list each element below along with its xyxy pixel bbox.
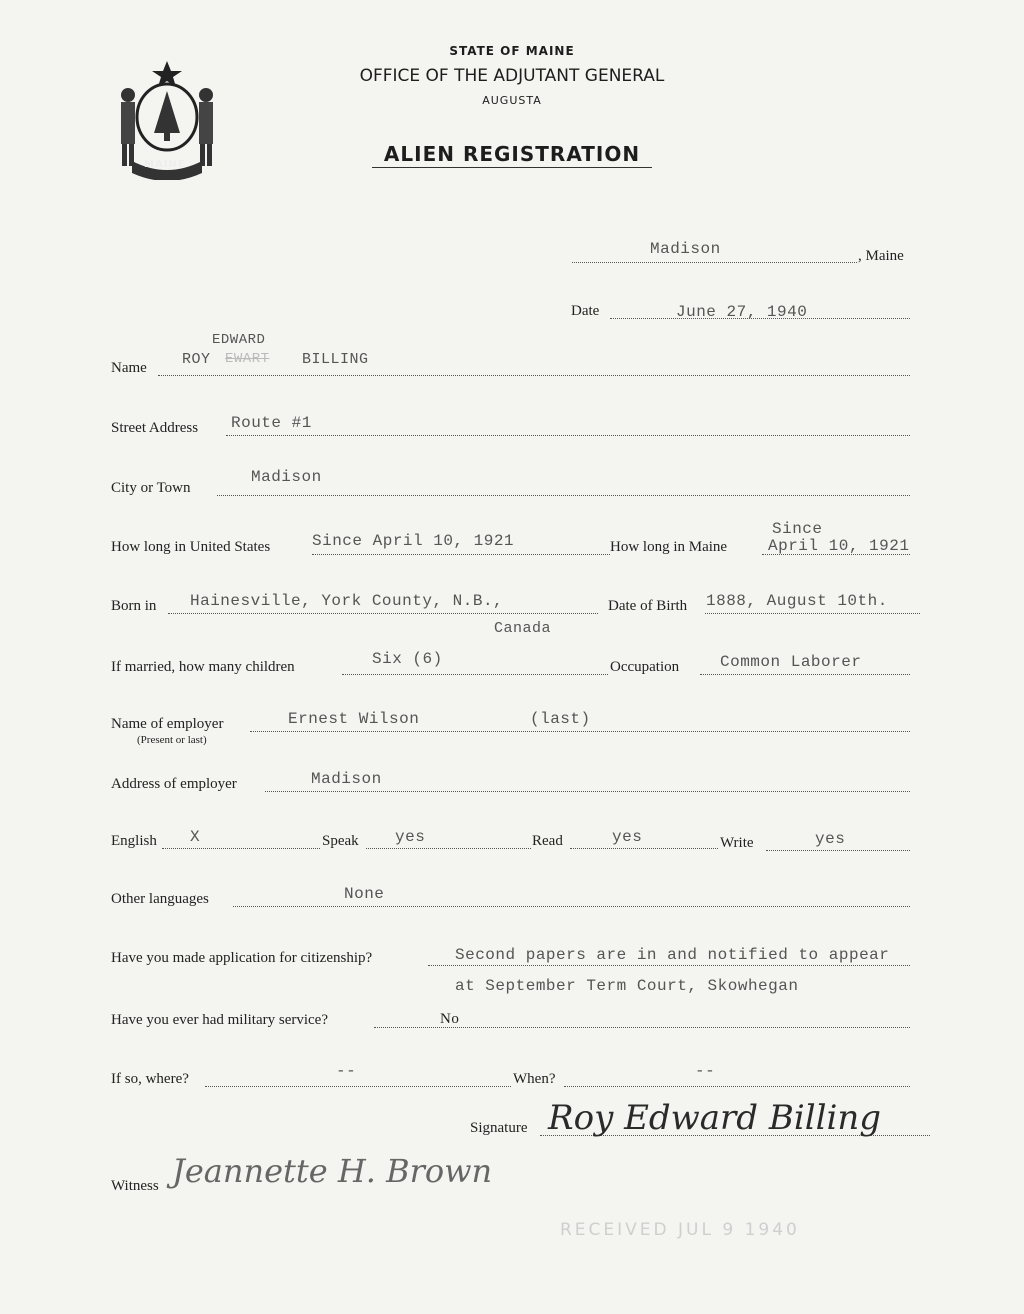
how-long-maine-top: Since: [772, 520, 823, 538]
witness-label: Witness: [111, 1178, 159, 1194]
maine-label: , Maine: [858, 248, 904, 264]
write-value: yes: [815, 830, 846, 848]
citizenship-value-2: at September Term Court, Skowhegan: [455, 977, 799, 995]
employer-addr-line: [265, 791, 910, 792]
occupation-label: Occupation: [610, 659, 680, 675]
town-line: [572, 262, 857, 263]
witness-value: Jeannette H. Brown: [172, 1152, 493, 1190]
name-line: [158, 375, 910, 376]
how-long-maine-label: How long in Maine: [610, 539, 728, 555]
military-label: Have you ever had military service?: [111, 1012, 328, 1028]
occupation-line: [700, 674, 910, 675]
employer-label: Name of employer: [111, 716, 224, 732]
received-stamp: RECEIVED JUL 9 1940: [560, 1220, 800, 1240]
read-line: [570, 848, 718, 849]
where-line: [205, 1086, 511, 1087]
born-in-value-2: Canada: [494, 620, 552, 637]
employer-line: [250, 731, 910, 732]
speak-label: Speak: [322, 833, 359, 849]
other-lang-value: None: [344, 885, 385, 903]
state-heading: STATE OF MAINE: [449, 44, 575, 58]
name-label: Name: [111, 360, 147, 376]
military-value: No: [440, 1011, 460, 1027]
name-first: ROY: [182, 351, 211, 368]
other-lang-label: Other languages: [111, 891, 209, 907]
date-value: June 27, 1940: [676, 303, 808, 321]
dob-value: 1888, August 10th.: [706, 592, 888, 610]
street-line: [226, 435, 910, 436]
children-line: [342, 674, 608, 675]
children-label: If married, how many children: [111, 659, 295, 675]
citizenship-value-1: Second papers are in and notified to appear: [455, 946, 890, 964]
date-label: Date: [571, 303, 600, 319]
employer-note: (last): [530, 710, 591, 728]
title-underline: [372, 167, 652, 168]
when-label: When?: [513, 1071, 556, 1087]
city-label: City or Town: [111, 480, 191, 496]
citizenship-line: [428, 965, 910, 966]
born-in-label: Born in: [111, 598, 157, 614]
speak-value: yes: [395, 828, 426, 846]
city-line: [217, 495, 910, 496]
city-heading: AUGUSTA: [482, 94, 542, 107]
name-last: BILLING: [302, 351, 369, 368]
other-lang-line: [233, 906, 910, 907]
dob-label: Date of Birth: [608, 598, 688, 614]
read-value: yes: [612, 828, 643, 846]
born-in-value: Hainesville, York County, N.B.,: [190, 592, 504, 610]
citizenship-label: Have you made application for citizenship?: [111, 950, 373, 966]
born-in-line: [168, 613, 598, 614]
dob-line: [705, 613, 920, 614]
employer-value: Ernest Wilson: [288, 710, 420, 728]
speak-line: [366, 848, 531, 849]
seal-banner-text: MAINE: [144, 159, 186, 170]
employer-addr-value: Madison: [311, 770, 382, 788]
employer-addr-label: Address of employer: [111, 776, 237, 792]
where-label: If so, where?: [111, 1071, 189, 1087]
name-insert: EDWARD: [212, 332, 266, 348]
street-value: Route #1: [231, 414, 312, 432]
page-title: ALIEN REGISTRATION: [383, 142, 641, 166]
english-line: [162, 848, 320, 849]
english-label: English: [111, 833, 157, 849]
when-line: [564, 1086, 910, 1087]
city-value: Madison: [251, 468, 322, 486]
signature-label: Signature: [470, 1120, 528, 1136]
signature-value: Roy Edward Billing: [548, 1098, 882, 1138]
read-label: Read: [532, 833, 563, 849]
where-value: --: [336, 1062, 357, 1080]
children-value: Six (6): [372, 650, 443, 668]
town-value: Madison: [650, 240, 721, 258]
how-long-maine-value: April 10, 1921: [768, 537, 910, 555]
street-label: Street Address: [111, 420, 199, 436]
name-struck: EWART: [225, 351, 270, 367]
write-line: [766, 850, 910, 851]
how-long-us-value: Since April 10, 1921: [312, 532, 515, 550]
when-value: --: [695, 1062, 716, 1080]
write-label: Write: [720, 835, 754, 851]
how-long-us-label: How long in United States: [111, 539, 271, 555]
occupation-value: Common Laborer: [720, 653, 862, 671]
office-heading: OFFICE OF THE ADJUTANT GENERAL: [359, 66, 665, 86]
english-value: X: [190, 828, 201, 846]
how-long-us-line: [312, 554, 610, 555]
employer-sublabel: (Present or last): [137, 734, 207, 746]
